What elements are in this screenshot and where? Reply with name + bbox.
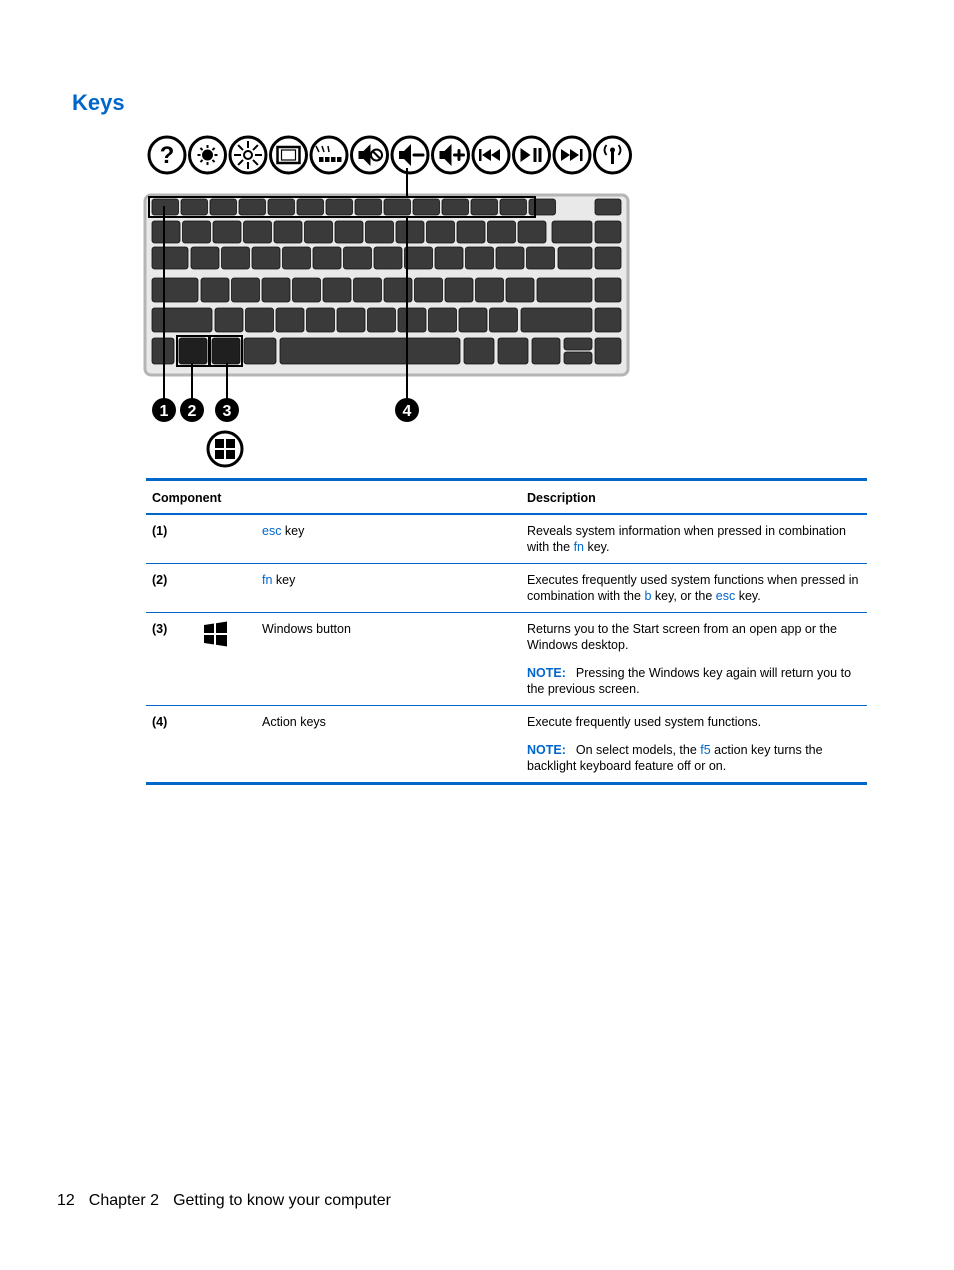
keyboard-key (558, 247, 592, 269)
action-key (442, 199, 469, 215)
note: NOTE: On select models, the f5 action key turns the backlight keyboard feature off or on. (527, 743, 823, 773)
table-row (146, 514, 867, 564)
windows-logo-icon (196, 621, 256, 649)
callout-1 (152, 398, 176, 422)
svg-text:4: 4 (402, 403, 412, 420)
table-row (146, 564, 867, 613)
svg-text:2: 2 (187, 403, 197, 420)
keyboard-key (252, 247, 280, 269)
spacebar (280, 338, 460, 364)
keyboard-key (595, 338, 621, 364)
keyboard-key (307, 308, 335, 332)
fn-key-link[interactable]: fn (573, 540, 584, 554)
keyboard-key (276, 308, 304, 332)
windows-logo-icon (208, 432, 242, 466)
keyboard-backlight-icon (311, 137, 347, 173)
row-number: (1) (152, 524, 168, 538)
keyboard-key (595, 308, 621, 332)
keyboard-figure (140, 128, 640, 473)
component-description: Executes frequently used system functions when pressed in combination with the b key, or the esc key. (527, 573, 859, 603)
component-name: Action keys (262, 715, 326, 729)
alt-key (244, 338, 276, 364)
keyboard-key (532, 338, 560, 364)
keyboard-key (464, 338, 494, 364)
keyboard-key (232, 278, 260, 302)
row-icon-cell (196, 564, 256, 613)
table-row (146, 613, 867, 706)
page-number: 12 (57, 1192, 75, 1209)
esc-key (152, 199, 179, 215)
row-icon-cell (196, 613, 256, 706)
keyboard-key (368, 308, 396, 332)
component-name: esc key (262, 524, 305, 538)
shift-key (152, 308, 212, 332)
previous-track-icon (473, 137, 509, 173)
action-key (181, 199, 208, 215)
action-key (268, 199, 295, 215)
keyboard-key (152, 221, 180, 243)
enter-key (537, 278, 592, 302)
keyboard-key (405, 247, 433, 269)
action-key (210, 199, 237, 215)
wireless-icon (595, 137, 631, 173)
keyboard-key (183, 221, 211, 243)
keyboard-key (246, 308, 274, 332)
keyboard-key (337, 308, 365, 332)
next-track-icon (554, 137, 590, 173)
row-number: (2) (152, 573, 168, 587)
keyboard-key (366, 221, 394, 243)
volume-down-icon (392, 137, 428, 173)
keyboard-key (323, 278, 351, 302)
svg-text:3: 3 (222, 403, 232, 420)
esc-key-link[interactable]: esc (715, 589, 736, 603)
keyboard-key (374, 247, 402, 269)
backspace-key (552, 221, 592, 243)
action-key (595, 199, 621, 215)
keyboard-key (335, 221, 363, 243)
fn-key (179, 338, 207, 364)
chapter-title: Getting to know your computer (173, 1192, 391, 1209)
caps-lock-key (152, 278, 198, 302)
b-key-link[interactable]: b (644, 589, 652, 603)
keyboard-key (244, 221, 272, 243)
action-key (326, 199, 353, 215)
page-footer (57, 1192, 391, 1210)
keyboard-key (262, 278, 290, 302)
windows-key (212, 338, 240, 364)
keyboard-key (488, 221, 516, 243)
component-description: Returns you to the Start screen from an open app or the Windows desktop. NOTE: Pressing the Windows key again will return you to the previous screen. (521, 613, 867, 706)
keyboard-key (490, 308, 518, 332)
components-table (146, 478, 867, 785)
row-number: (4) (152, 715, 168, 729)
component-name: fn key (262, 573, 296, 587)
keyboard-key (527, 247, 555, 269)
action-key (384, 199, 411, 215)
table-header-row (146, 480, 867, 515)
keyboard-key (459, 308, 487, 332)
keyboard-key (564, 338, 592, 350)
component-description: Execute frequently used system functions. NOTE: On select models, the f5 action key turns the backlight keyboard feature off or on. (521, 706, 867, 784)
action-key (529, 199, 556, 215)
help-icon (149, 137, 185, 173)
action-key (500, 199, 527, 215)
keyboard-key (398, 308, 426, 332)
keyboard-key (429, 308, 457, 332)
action-key (297, 199, 324, 215)
keyboard-key (293, 278, 321, 302)
action-key-icon-strip (149, 137, 631, 173)
action-key (471, 199, 498, 215)
svg-text:?: ? (159, 142, 175, 169)
row-icon-cell (196, 706, 256, 784)
svg-text:1: 1 (159, 403, 169, 420)
keyboard-key (476, 278, 504, 302)
keyboard-key (274, 221, 302, 243)
brightness-up-icon (230, 137, 266, 173)
display-switch-icon (271, 137, 307, 173)
keyboard-key (415, 278, 443, 302)
keyboard-key (466, 247, 494, 269)
action-key (239, 199, 266, 215)
f5-key-link[interactable]: f5 (700, 743, 711, 757)
fn-key-link[interactable]: fn (262, 573, 273, 587)
row-number: (3) (152, 622, 168, 636)
tab-key (152, 247, 188, 269)
callout-4 (395, 398, 419, 422)
keyboard-key (496, 247, 524, 269)
keyboard-key (506, 278, 534, 302)
keyboard-key (313, 247, 341, 269)
keyboard-key (595, 247, 621, 269)
callout-2 (180, 398, 204, 422)
keyboard-key (396, 221, 424, 243)
keyboard-key (564, 352, 592, 364)
keyboard-key (518, 221, 546, 243)
keyboard-key (435, 247, 463, 269)
keyboard-key (595, 278, 621, 302)
page-title: Keys (72, 90, 125, 115)
description-column-header: Description (527, 491, 596, 505)
keyboard-key (222, 247, 250, 269)
component-description: Reveals system information when pressed in combination with the fn key. (527, 524, 846, 554)
table-row (146, 706, 867, 784)
callout-3 (215, 398, 239, 422)
keyboard-key (457, 221, 485, 243)
keyboard-key (201, 278, 229, 302)
chapter-label: Chapter 2 (88, 1192, 160, 1209)
component-name: Windows button (262, 622, 351, 636)
note: NOTE: Pressing the Windows key again will return you to the previous screen. (527, 666, 852, 696)
keyboard-key (191, 247, 219, 269)
action-key (355, 199, 382, 215)
keyboard-key (215, 308, 243, 332)
keyboard-key (595, 221, 621, 243)
keyboard-key (354, 278, 382, 302)
brightness-down-icon (190, 137, 226, 173)
keyboard-illustration (140, 128, 640, 473)
component-column-header: Component (152, 491, 222, 505)
keyboard-key (213, 221, 241, 243)
keyboard-key (498, 338, 528, 364)
keyboard-key (344, 247, 372, 269)
keyboard-key (445, 278, 473, 302)
keyboard-key (283, 247, 311, 269)
play-pause-icon (514, 137, 550, 173)
mute-icon (352, 137, 388, 173)
row-icon-cell (196, 514, 256, 564)
action-key (413, 199, 440, 215)
keyboard-key (305, 221, 333, 243)
shift-key (521, 308, 592, 332)
volume-up-icon (433, 137, 469, 173)
keyboard-key (427, 221, 455, 243)
esc-key-link[interactable]: esc (262, 524, 282, 538)
